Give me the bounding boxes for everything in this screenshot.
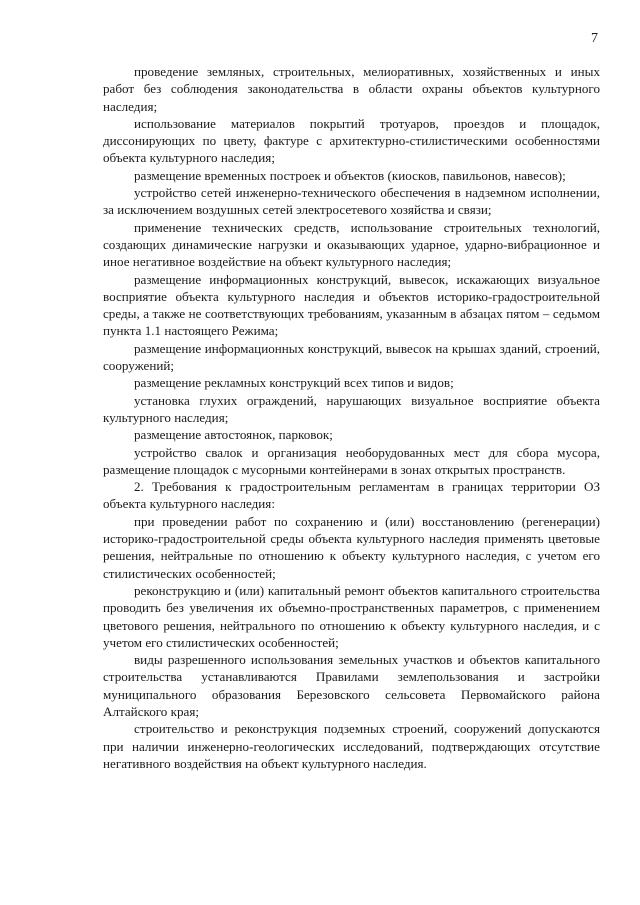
paragraph: использование материалов покрытий тротуаров, проездов и площадок, диссонирующих по цвету, фактуре с архитектурно-стилистическими особенностями объекта культурного наследия;: [103, 115, 600, 166]
paragraph: виды разрешенного использования земельных участков и объектов капитального строительства устанавливаются Правилами землепользования и застройки муниципального образования Березовского сельсовета Первомайского района Алтайского края;: [103, 652, 600, 719]
paragraph: размещение автостоянок, парковок;: [134, 427, 333, 443]
paragraph: реконструкцию и (или) капитальный ремонт объектов капитального строительства проводить без увеличения их объемно-пространственных параметров, с применением цветового решения, нейтрального по отношению к объекту культурного наследия, и с учетом его стилистических особенностей;: [103, 582, 600, 650]
paragraph: устройство сетей инженерно-технического обеспечения в надземном исполнении, за исключением воздушных сетей электросетевого хозяйства и связи;: [103, 185, 600, 218]
paragraph: размещение рекламных конструкций всех типов и видов;: [134, 375, 454, 391]
page-number: 7: [591, 31, 598, 46]
section-heading: 2. Требования к градостроительным регламентам в границах территории ОЗ объекта культурного наследия:: [103, 479, 600, 512]
paragraph: при проведении работ по сохранению и (или) восстановлению (регенерации) историко-градостроительной среды объекта культурного наследия применять цветовые решения, нейтральные по отношению к объекту культурного наследия, с учетом его стилистических особенностей;: [103, 513, 600, 581]
paragraph: применение технических средств, использование строительных технологий, создающих динамические нагрузки и оказывающих ударное, ударно-вибрационное и иное негативное воздействие на объект культурного наследия;: [103, 219, 600, 270]
paragraph: устройство свалок и организация необорудованных мест для сбора мусора, размещение площадок с мусорными контейнерами в зонах открытых пространств.: [103, 444, 600, 477]
paragraph: проведение земляных, строительных, мелиоративных, хозяйственных и иных работ без соблюдения законодательства в области охраны объектов культурного наследия;: [103, 64, 600, 114]
paragraph: размещение информационных конструкций, вывесок на крышах зданий, строений, сооружений;: [103, 340, 600, 374]
paragraph: установка глухих ограждений, нарушающих визуальное восприятие объекта культурного наследия;: [103, 392, 600, 425]
paragraph: размещение временных построек и объектов (киосков, павильонов, навесов);: [134, 167, 566, 183]
document-body: [103, 63, 600, 772]
paragraph: размещение информационных конструкций, вывесок, искажающих визуальное восприятие объекта культурного наследия и объектов историко-градостроительной среды, а также не соответствующих требованиям, указанным в абзацах пятом – седьмом пункта 1.1 настоящего Режима;: [103, 271, 600, 339]
paragraph: строительство и реконструкция подземных строений, сооружений допускаются при наличии инженерно-геологических исследований, подтверждающих отсутствие негативного воздействия на объект культурного наследия.: [103, 721, 600, 771]
